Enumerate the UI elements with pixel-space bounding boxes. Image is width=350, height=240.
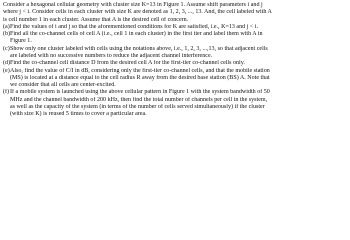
problem-intro — [3, 2, 347, 24]
question-marker: (b) — [3, 31, 11, 38]
question-text: Find all the co-channel cells of cell A (i.e., cell 1 in each cluster) in the first tier and label them with A in — [10, 31, 263, 38]
question-d — [3, 60, 347, 67]
question-text: Also, find the value of C/I in dB, considering only the first-tier co-channel cells, and that the mobile station — [10, 67, 270, 74]
question-f — [3, 89, 347, 118]
question-marker: (f) — [3, 89, 10, 96]
question-text: Show only one cluster labeled with cells using the notations above, i.e., 1, 2, 3, ...,13, so that adjacent cells — [10, 45, 268, 52]
question-marker: (d) — [3, 60, 11, 67]
question-text: Find the values of i and j so that the aforementioned conditions for K are satisfied, i.e., K=13 and j < i. — [10, 23, 258, 30]
intro-line: where j < i. Consider cells in each cluster with size K are denoted as 1, 2, 3, ..., 13. And, the cell labeled with A — [3, 9, 272, 16]
question-text: are labeled with no successive numbers to reduce the adjacent channel interference. — [10, 52, 213, 59]
question-e — [3, 68, 347, 90]
question-text: (MS) is located at a distance equal to the cell radius R away from the desired base station (BS) A. Note that — [10, 74, 270, 81]
question-marker: (c) — [3, 45, 10, 52]
question-marker: (a) — [3, 23, 10, 30]
intro-line: is cell number 1 in each cluster. Assume that A is the desired cell of concern. — [3, 16, 189, 23]
question-text: Find the co-channel cell distance D from the desired cell A for the first-tier co-channel cells only. — [10, 60, 245, 67]
intro-line: Consider a hexagonal cellular geometry with cluster size K=13 in Figure 1. Assume shift parameters i and j — [3, 2, 263, 8]
question-marker: (e) — [3, 67, 10, 74]
question-c — [3, 46, 347, 61]
question-text: If a mobile system is launched using the above cellular pattern in Figure 1 with the system bandwidth of 50 — [10, 89, 270, 96]
question-text: we consider that all cells are center-excited. — [10, 82, 116, 89]
question-text: MHz and the channel bandwidth of 200 kHz, then find the total number of channels per cell in the system, — [10, 96, 268, 103]
question-text: as well as the capacity of the system (in terms of the number of cells served simultaneously) if the cluster — [10, 103, 265, 110]
question-a — [3, 24, 347, 31]
question-text: Figure 1. — [10, 38, 32, 45]
question-text: (with size K) is reused 5 times to cover a particular area. — [10, 111, 147, 118]
question-b — [3, 31, 347, 46]
